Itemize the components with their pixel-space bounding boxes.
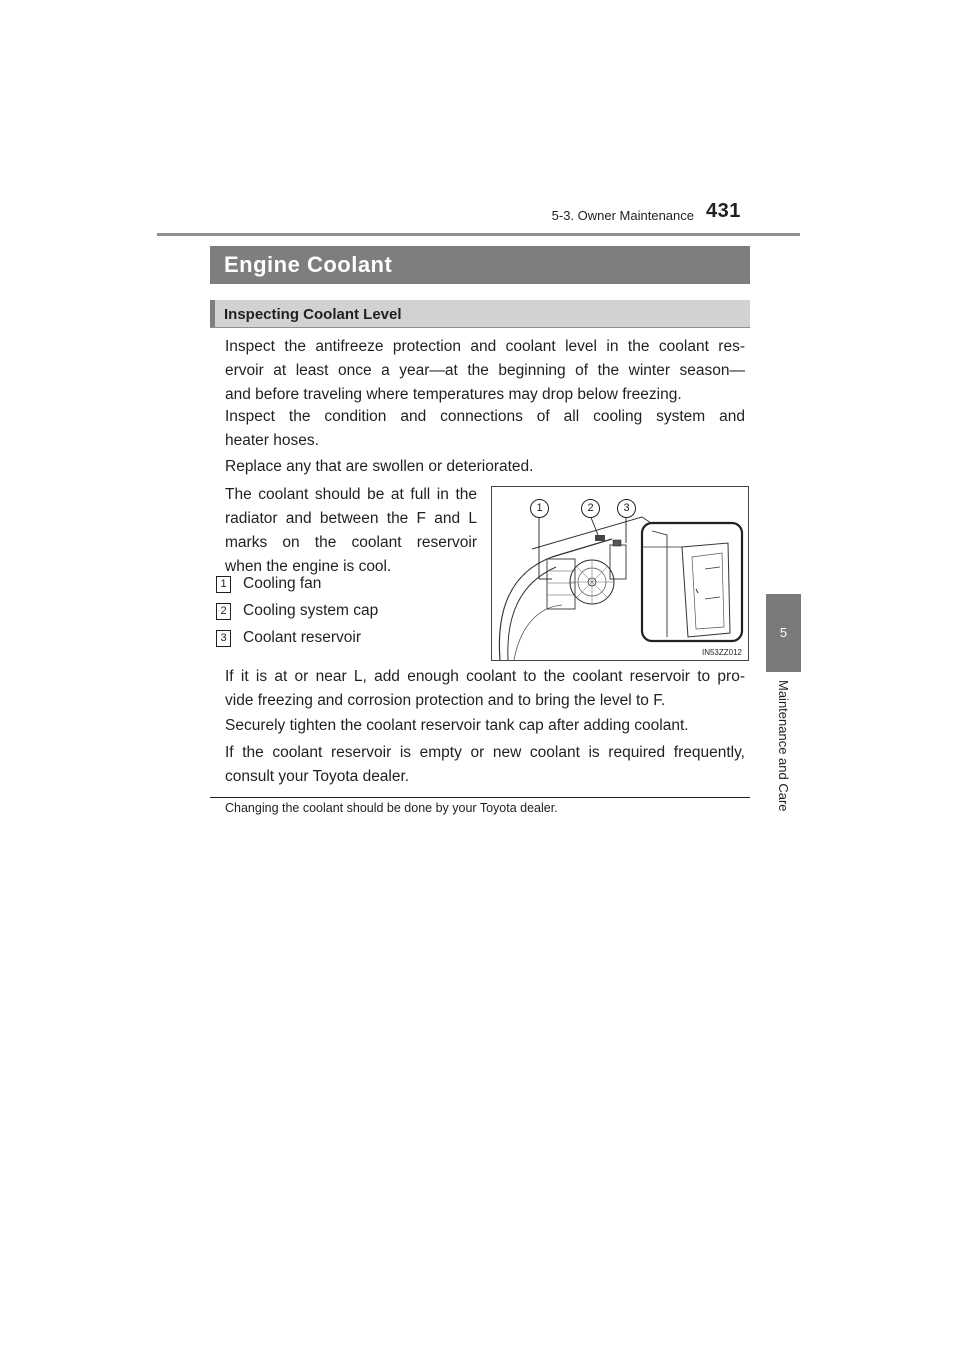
- paragraph-replace: [225, 455, 745, 479]
- paragraph-line: Inspect the condition and connections of all cooling system and: [225, 408, 745, 425]
- section-label: 5-3. Owner Maintenance: [551, 208, 694, 223]
- paragraph-line: Inspect the antifreeze protection and coolant level in the coolant res-: [225, 338, 745, 355]
- callout-number: 2: [216, 603, 231, 620]
- callout-label: Coolant reservoir: [243, 629, 362, 646]
- paragraph-line: radiator and between the F and L: [225, 510, 477, 527]
- paragraph-level: [225, 483, 477, 579]
- note-text: Changing the coolant should be done by your Toyota dealer.: [225, 801, 558, 815]
- paragraph-line: Replace any that are swollen or deteriorated.: [225, 458, 534, 475]
- paragraph-consult-dealer: [225, 741, 745, 789]
- page-number: 431: [706, 200, 741, 222]
- paragraph-line: The coolant should be at full in the: [225, 486, 477, 503]
- paragraph-line: If the coolant reservoir is empty or new coolant is required frequently,: [225, 744, 745, 761]
- paragraph-line: ervoir at least once a year—at the beginning of the winter season—: [225, 362, 745, 379]
- paragraph-line: marks on the coolant reservoir: [225, 534, 477, 551]
- callout-number: 3: [216, 630, 231, 647]
- paragraph-line: when the engine is cool.: [225, 558, 392, 575]
- heading-underline: [210, 327, 750, 328]
- paragraph-tighten-cap: [225, 714, 745, 738]
- page-title-bar: [210, 246, 750, 284]
- paragraph-antifreeze: [225, 335, 745, 407]
- header-divider: [157, 233, 800, 236]
- chapter-tab: 5: [766, 594, 801, 672]
- paragraph-line: and before traveling where temperatures may drop below freezing.: [225, 386, 682, 403]
- paragraph-line: If it is at or near L, add enough coolant to the coolant reservoir to pro-: [225, 668, 745, 685]
- paragraph-line: vide freezing and corrosion protection and to bring the level to F.: [225, 692, 666, 709]
- callout-label: Cooling fan: [243, 575, 322, 592]
- paragraph-line: heater hoses.: [225, 432, 319, 449]
- callout-cooling-fan: [216, 574, 321, 594]
- section-heading: Inspecting Coolant Level: [224, 306, 402, 323]
- figure-marker-3: 3: [617, 499, 636, 518]
- callout-number: 1: [216, 576, 231, 593]
- paragraph-hoses: [225, 405, 745, 453]
- engine-bay-illustration: [491, 486, 749, 661]
- paragraph-line: Securely tighten the coolant reservoir tank cap after adding coolant.: [225, 717, 689, 734]
- section-heading-bar: [210, 300, 750, 328]
- heading-accent: [210, 300, 215, 328]
- note-divider: [210, 797, 750, 798]
- callout-coolant-reservoir: [216, 628, 361, 648]
- callout-cooling-system-cap: [216, 601, 378, 621]
- figure-marker-1: 1: [530, 499, 549, 518]
- page-title: Engine Coolant: [224, 252, 393, 277]
- figure-marker-2: 2: [581, 499, 600, 518]
- paragraph-line: consult your Toyota dealer.: [225, 768, 410, 785]
- paragraph-add-coolant: [225, 665, 745, 713]
- chapter-label: Maintenance and Care: [776, 680, 791, 812]
- figure-code: IN53ZZ012: [701, 648, 742, 657]
- callout-label: Cooling system cap: [243, 602, 379, 619]
